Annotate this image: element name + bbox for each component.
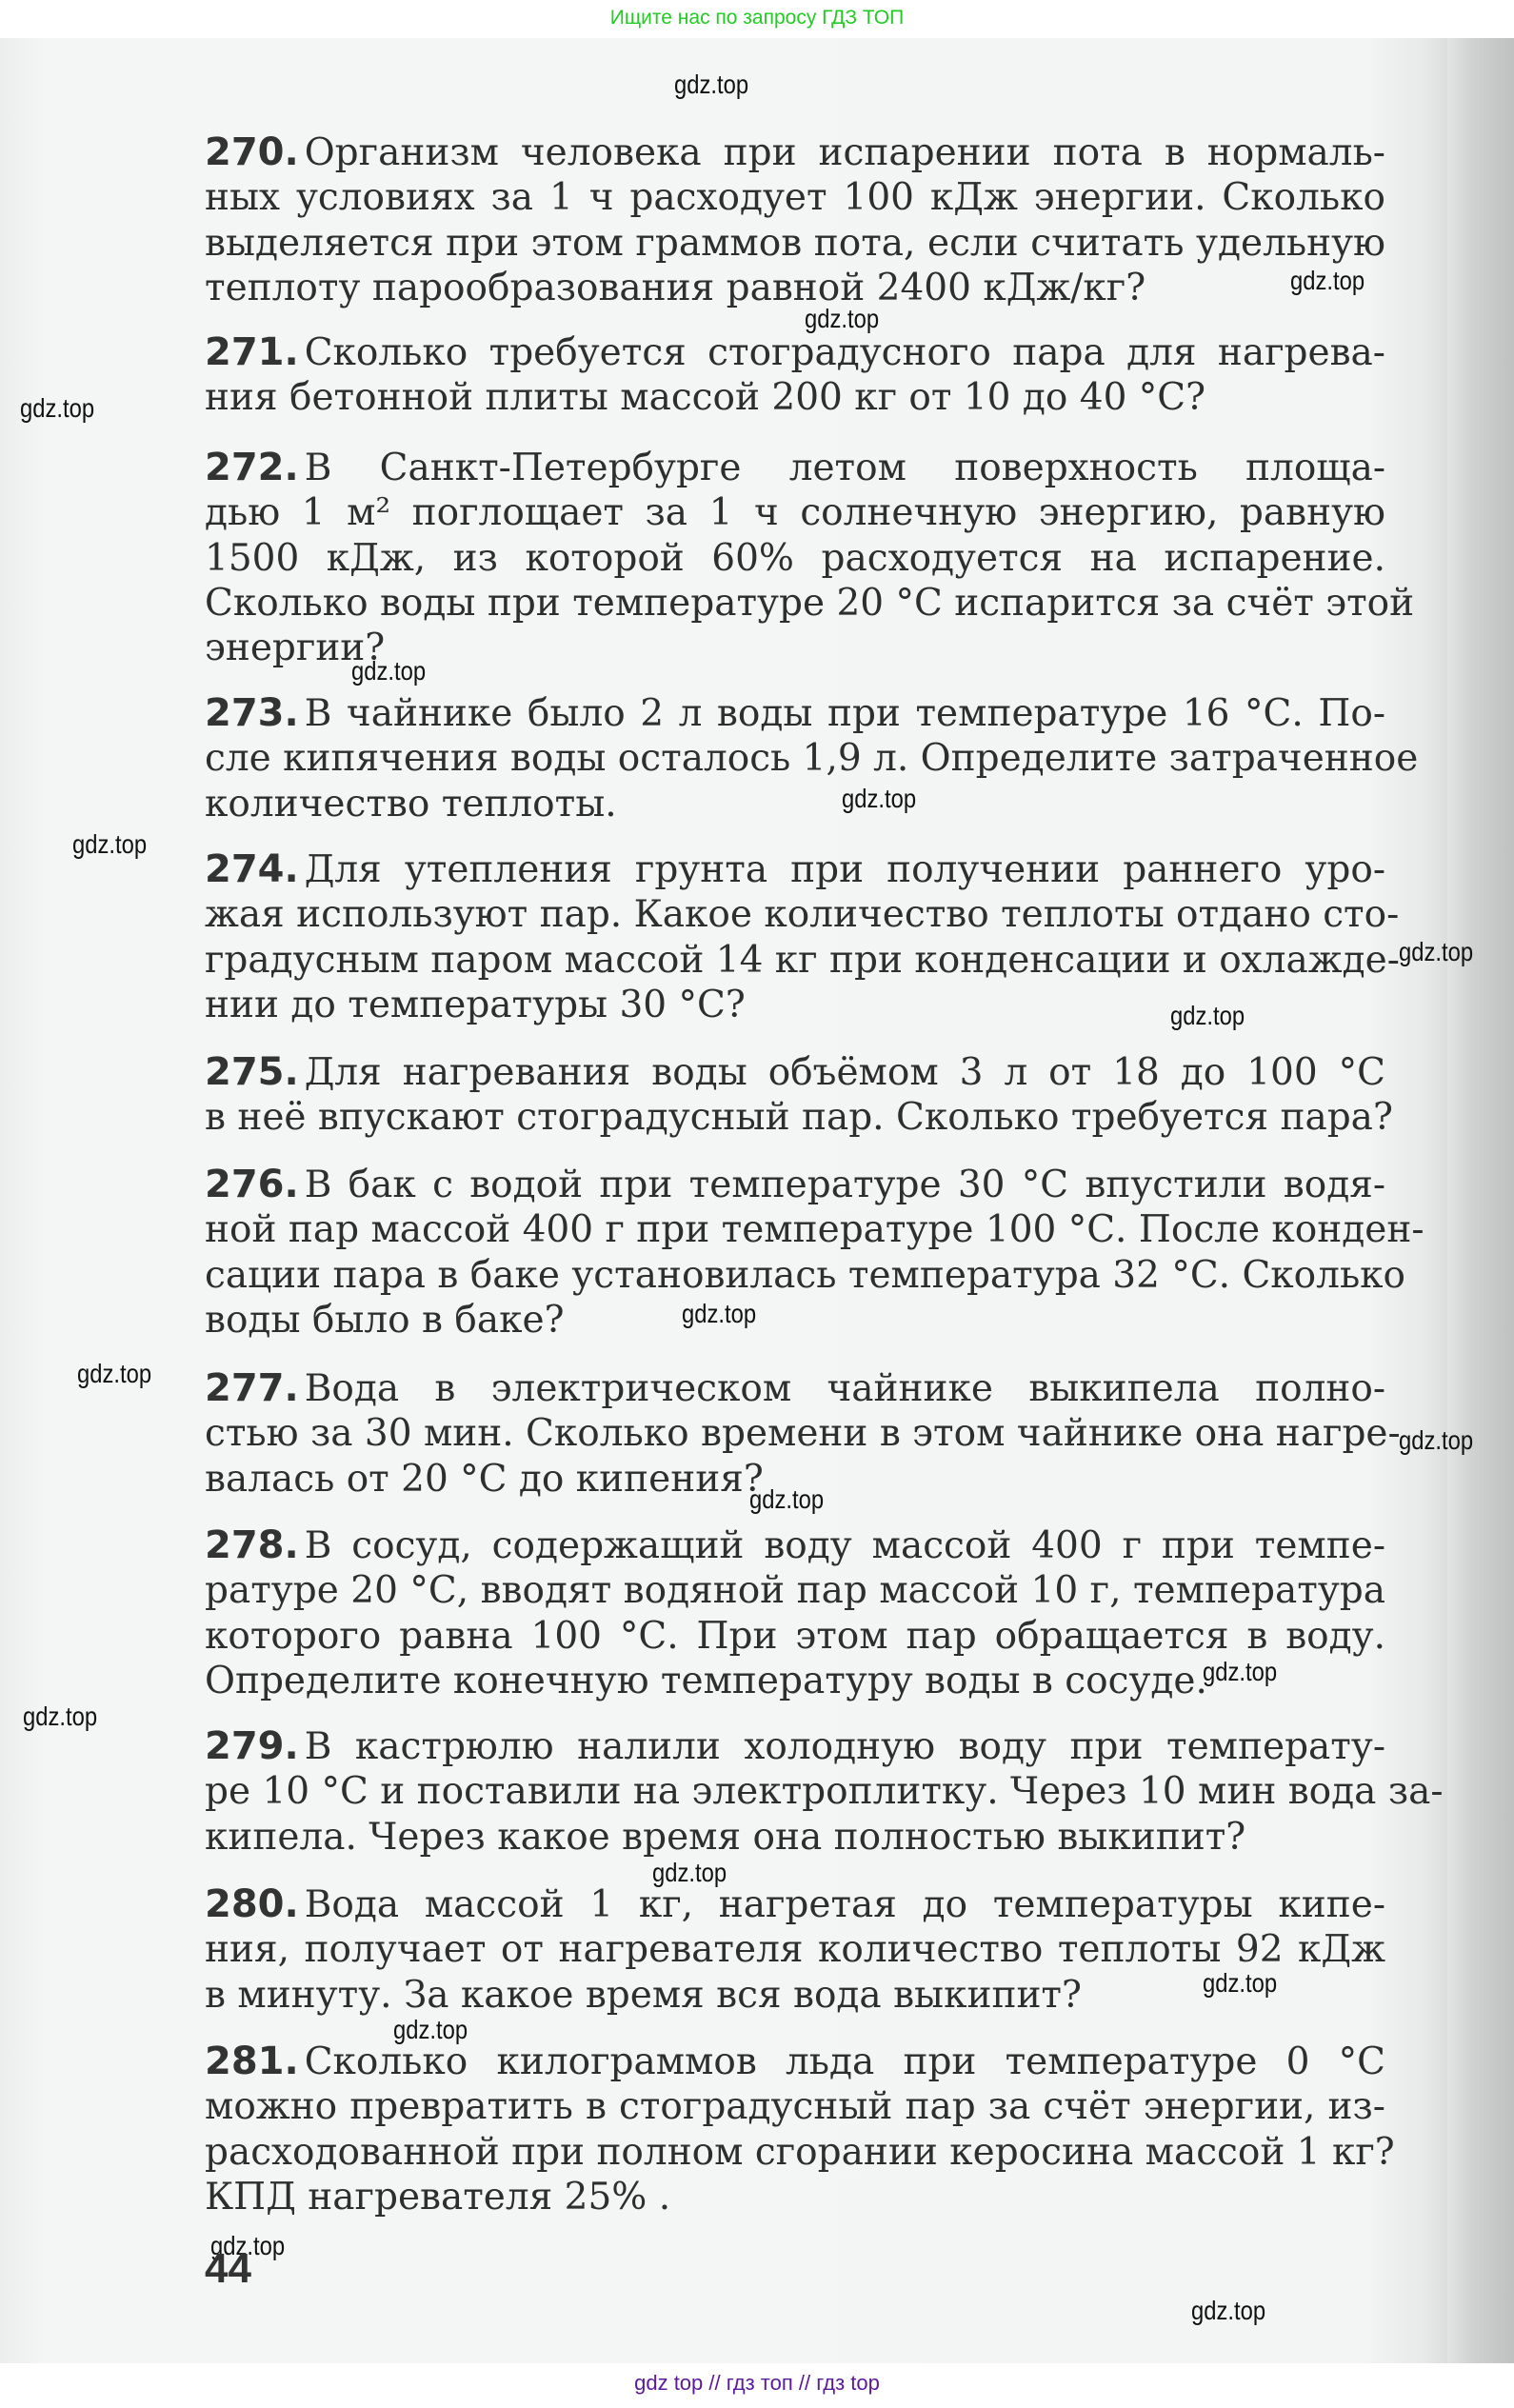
problem-281 — [205, 2040, 1395, 2219]
problem-272 — [205, 446, 1415, 670]
problem-line — [205, 1366, 1385, 1411]
problem-line — [205, 1298, 1385, 1343]
problem-line — [205, 1253, 1406, 1298]
problem-271 — [205, 330, 1385, 421]
problem-line — [205, 1815, 1385, 1860]
problem-text: в неё впускают стоградусный пар. Сколько требуется пара? — [205, 1096, 1393, 1140]
problem-number: 279. — [205, 1724, 299, 1768]
problem-text: ной пар массой 400 г при температуре 100 °С. После конден- — [205, 1208, 1424, 1252]
problem-text: ния, получает от нагревателя количество теплоты 92 кДж — [205, 1928, 1385, 1972]
search-banner[interactable]: Ищите нас по запросу ГДЗ ТОП — [0, 0, 1514, 38]
problem-text: сле кипячения воды осталось 1,9 л. Определите затраченное — [205, 737, 1419, 781]
problem-line — [205, 175, 1385, 220]
problem-number: 271. — [205, 330, 299, 374]
problem-line — [205, 938, 1400, 983]
problem-273 — [205, 691, 1419, 826]
problem-text: Вода массой 1 кг, нагретая до температуры кипе- — [304, 1883, 1385, 1926]
problem-text: можно превратить в стоградусный пар за счёт энергии, из- — [205, 2085, 1385, 2129]
problem-line — [205, 1523, 1385, 1568]
problem-line — [205, 2175, 1385, 2219]
problem-number: 277. — [205, 1366, 299, 1410]
watermark: gdz.top — [1170, 1001, 1245, 1030]
watermark: gdz.top — [1203, 1968, 1278, 1998]
problem-line — [205, 1411, 1401, 1456]
watermark: gdz.top — [77, 1359, 152, 1388]
watermark: gdz.top — [652, 1858, 727, 1887]
problem-line — [205, 2084, 1385, 2129]
problem-number: 273. — [205, 691, 299, 735]
page-spine-shadow — [1447, 38, 1514, 2363]
problem-line — [205, 782, 1385, 826]
problem-text: ния бетонной плиты массой 200 кг от 10 до 40 °С? — [205, 376, 1206, 420]
problem-line — [205, 736, 1419, 781]
problem-line — [205, 691, 1385, 736]
problem-text: которого равна 100 °С. При этом пар обращается в воду. — [205, 1614, 1385, 1658]
problem-line — [205, 892, 1400, 937]
problem-text: в минуту. За какое время вся вода выкипит? — [205, 1973, 1082, 2017]
problem-line — [205, 1095, 1393, 1140]
problem-line — [205, 1927, 1385, 1972]
problem-number: 270. — [205, 130, 299, 174]
problem-text: В чайнике было 2 л воды при температуре 16 °С. По- — [304, 692, 1385, 735]
problem-text: Сколько воды при температуре 20 °С испарится за счёт этой — [205, 581, 1415, 625]
watermark: gdz.top — [842, 784, 917, 813]
watermark: gdz.top — [1191, 2296, 1266, 2325]
problem-text: ных условиях за 1 ч расходует 100 кДж энергии. Сколько — [205, 176, 1385, 220]
problem-276 — [205, 1163, 1424, 1343]
problem-line — [205, 2040, 1385, 2084]
problem-line — [205, 330, 1385, 375]
watermark: gdz.top — [749, 1484, 825, 1514]
footer-links[interactable]: gdz top // гдз топ // гдз top — [634, 2371, 880, 2395]
problem-text: кипела. Через какое время она полностью выкипит? — [205, 1815, 1246, 1859]
problem-line — [205, 130, 1385, 175]
problem-line — [205, 1724, 1385, 1769]
problem-number: 275. — [205, 1050, 299, 1094]
watermark: gdz.top — [1399, 1425, 1474, 1455]
problem-text: Организм человека при испарении пота в нормаль- — [304, 131, 1385, 174]
problem-text: расходованной при полном сгорании керосина массой 1 кг? — [205, 2130, 1395, 2174]
problem-text: В бак с водой при температуре 30 °С впустили водя- — [304, 1164, 1385, 1206]
problem-text: В Санкт-Петербурге летом поверхность площа- — [304, 447, 1385, 489]
problem-text: выделяется при этом граммов пота, если считать удельную — [205, 221, 1385, 265]
problem-279 — [205, 1724, 1444, 1860]
problem-line — [205, 1163, 1385, 1207]
problem-text: стью за 30 мин. Сколько времени в этом чайнике она нагре- — [205, 1412, 1401, 1456]
problem-text: нии до температуры 30 °С? — [205, 983, 746, 1026]
problem-line — [205, 1882, 1385, 1927]
problem-text: теплоту парообразования равной 2400 кДж/кг? — [205, 266, 1146, 309]
problem-line — [205, 375, 1385, 420]
watermark: gdz.top — [351, 656, 427, 686]
problem-text: Определите конечную температуру воды в сосуде. — [205, 1659, 1207, 1702]
problem-text: количество теплоты. — [205, 782, 617, 826]
problem-text: 1500 кДж, из которой 60% расходуется на испарение. — [205, 536, 1385, 580]
problem-277 — [205, 1366, 1401, 1502]
problem-line — [205, 536, 1385, 581]
problem-line — [205, 446, 1385, 490]
problem-line — [205, 490, 1385, 535]
problem-text: ре 10 °С и поставили на электроплитку. Через 10 мин вода за- — [205, 1770, 1444, 1814]
problem-text: сации пара в баке установилась температура 32 °С. Сколько — [205, 1253, 1406, 1297]
problem-text: валась от 20 °С до кипения? — [205, 1457, 764, 1501]
problem-text: воды было в баке? — [205, 1298, 565, 1342]
problem-number: 281. — [205, 2040, 299, 2083]
problem-275 — [205, 1050, 1393, 1141]
watermark: gdz.top — [72, 829, 148, 859]
problem-text: Вода в электрическом чайнике выкипела полно- — [304, 1367, 1385, 1410]
problem-text: дью 1 м² поглощает за 1 ч солнечную энергию, равную — [205, 491, 1385, 535]
problem-text: В сосуд, содержащий воду массой 400 г при темпе- — [304, 1524, 1385, 1567]
problem-text: Для нагревания воды объёмом 3 л от 18 до 100 °С — [304, 1051, 1385, 1094]
watermark: gdz.top — [23, 1702, 98, 1731]
problem-line — [205, 266, 1385, 310]
problem-line — [205, 1614, 1385, 1659]
problem-line — [205, 1207, 1424, 1252]
problem-270 — [205, 130, 1385, 310]
problem-text: градусным паром массой 14 кг при конденсации и охлажде- — [205, 938, 1400, 982]
problem-text: жая используют пар. Какое количество теплоты отдано сто- — [205, 893, 1400, 937]
problem-number: 278. — [205, 1523, 299, 1567]
problem-number: 280. — [205, 1882, 299, 1926]
problem-number: 272. — [205, 446, 299, 489]
page-number: 44 — [205, 2245, 251, 2292]
watermark: gdz.top — [1290, 266, 1365, 295]
problem-text: ратуре 20 °С, вводят водяной пар массой 10 г, температура — [205, 1569, 1385, 1613]
watermark: gdz.top — [1203, 1657, 1278, 1686]
problem-line — [205, 847, 1385, 892]
problem-text: Для утепления грунта при получении раннего уро- — [304, 848, 1385, 891]
problem-line — [205, 2130, 1395, 2175]
problem-line — [205, 1050, 1385, 1095]
watermark: gdz.top — [805, 304, 880, 333]
problem-number: 274. — [205, 847, 299, 891]
problem-line — [205, 1769, 1444, 1814]
watermark: gdz.top — [20, 393, 95, 423]
problem-text: В кастрюлю налили холодную воду при температу- — [304, 1725, 1385, 1768]
problem-text: Сколько килограммов льда при температуре 0 °С — [304, 2040, 1385, 2083]
problem-text: энергии? — [205, 627, 386, 670]
watermark: gdz.top — [682, 1299, 757, 1328]
problem-text: Сколько требуется стоградусного пара для нагрева- — [304, 331, 1385, 374]
watermark: gdz.top — [210, 2231, 286, 2260]
problem-line — [205, 221, 1385, 266]
problem-number: 276. — [205, 1163, 299, 1206]
problem-text: КПД нагревателя 25% . — [205, 2175, 671, 2219]
watermark: gdz.top — [393, 2015, 468, 2044]
watermark: gdz.top — [674, 70, 749, 99]
problem-line — [205, 581, 1415, 626]
watermark: gdz.top — [1399, 937, 1474, 966]
problem-line — [205, 1568, 1385, 1613]
